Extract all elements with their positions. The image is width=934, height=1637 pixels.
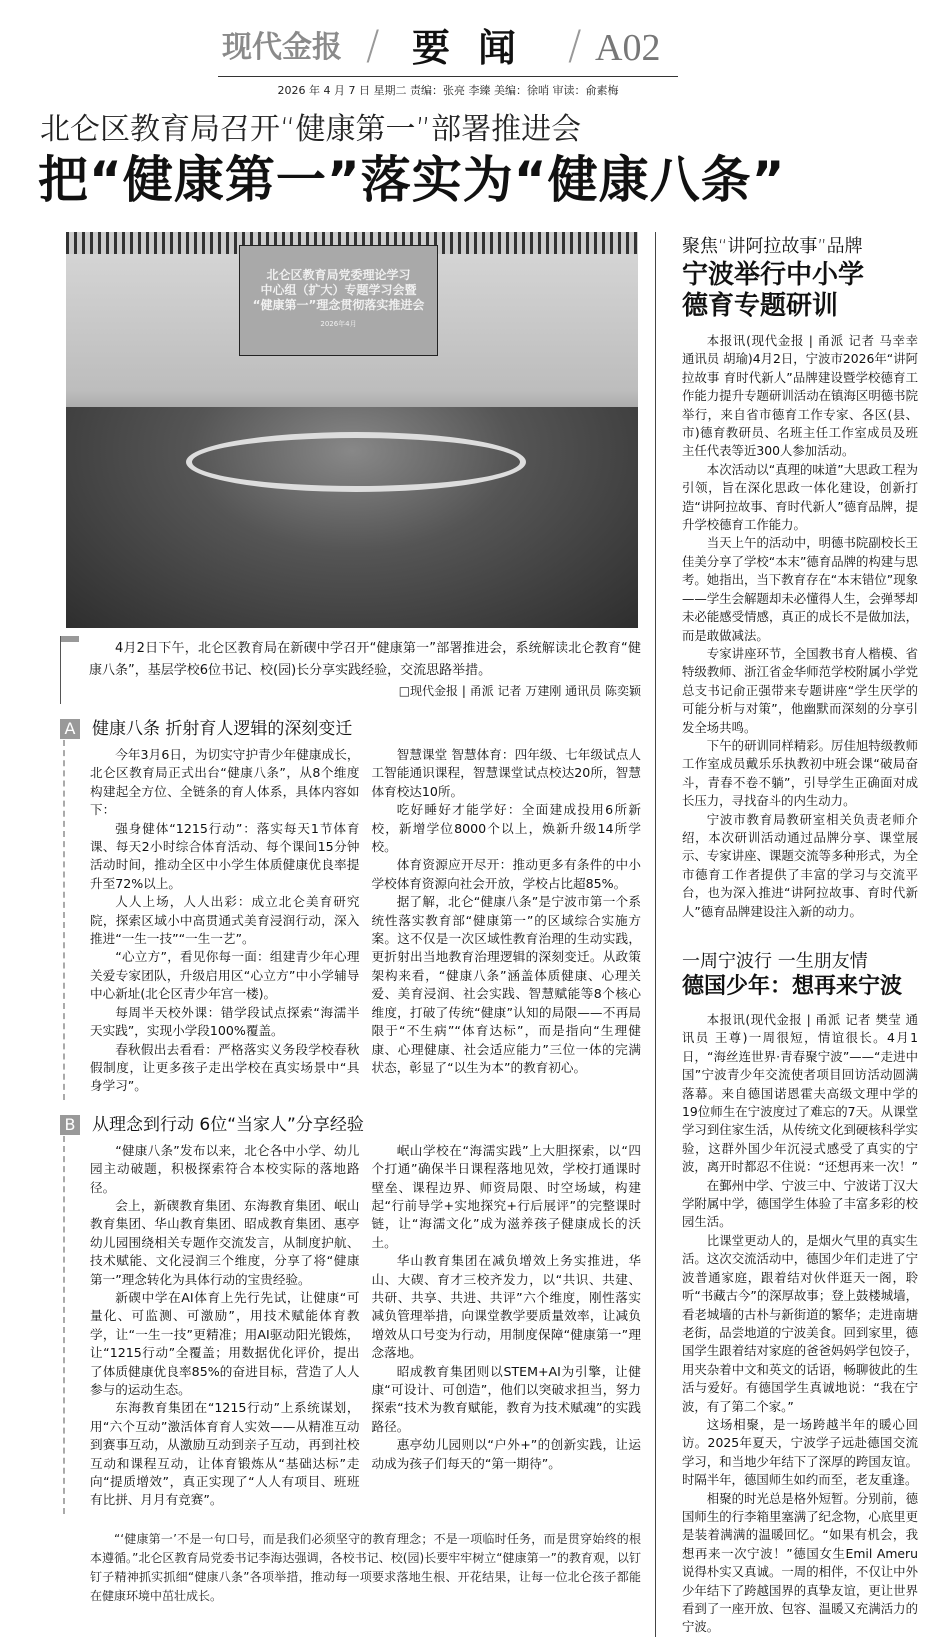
section-b-title: 从理念到行动 6位“当家人”分享经验	[92, 1114, 364, 1135]
paragraph: 吃好睡好才能学好：全面建成投用6所新校，新增学位8000个以上，焕新升级14所学校。	[371, 802, 641, 855]
paragraph: 春秋假出去看看：严格落实义务段学校春秋假制度，让更多孩子走出学校在真实场景中“具身学习”。	[90, 1041, 360, 1094]
page-number: A02	[595, 27, 661, 69]
paragraph: 专家讲座环节，全国教书育人楷模、省特级教师、浙江省金华师范学校附属小学党总支书记俞正强带来专题讲座“学生厌学的可能分析与对策”，他幽默而深刻的分享引发全场共鸣。	[682, 645, 918, 735]
dateline: 2026 年 4 月 7 日 星期二 责编：张亮 李臻 美编：徐哨 审读：俞素梅	[277, 84, 619, 97]
paragraph: 每周半天校外课：错学段试点探索“海濡半天实践”，实现小学段100%覆盖。	[90, 1004, 360, 1039]
sidebar2-kicker: 一周宁波行 一生朋友情	[682, 951, 868, 972]
section-a-header	[60, 718, 641, 740]
article-headline: 把“健康第一”落实为“健康八条”	[38, 151, 786, 209]
paragraph: 宁波市教育局教研室相关负责老师介绍，本次研训活动通过品牌分享、课堂展示、专家讲座、课题交流等多种形式，为全市德育工作者提供了丰富的学习与交流平台，也为深入推进“讲阿拉故事、育时代新人”德育品牌建设注入新的动力。	[682, 811, 918, 919]
paragraph: 下午的研训同样精彩。厉佳旭特级教师工作室成员戴乐乐执教初中班会课“破局奋斗，青春不卷不躺”，引导学生正确面对成长压力，寻找奋斗的内生动力。	[682, 737, 918, 809]
section-a-body	[63, 740, 641, 1100]
paragraph: 新碶中学在AI体育上先行先试，让健康“可量化、可监测、可激励”，用技术赋能体育教学，让“一生一技”更精准；用AI驱动阳光锻炼，让“1215行动”全覆盖；用数据优化评价，提出了体质健康优良率85%的奋进目标，营造了人人参与的运动生态。	[90, 1289, 360, 1397]
paragraph: 本次活动以“真理的味道”大思政工程为引领，旨在深化思政一体化建设，创新打造“讲阿拉故事、育时代新人”德育品牌，提升学校德育工作能力。	[682, 461, 918, 533]
caption-frame	[60, 636, 641, 704]
conference-table	[186, 432, 526, 492]
paragraph: 这场相聚，是一场跨越半年的暖心回访。2025年夏天，宁波学子远赴德国交流学习，和当地少年结下了深厚的跨国友谊。时隔半年，德国师生如约而至，老友重逢。	[682, 1416, 918, 1488]
page-body	[60, 232, 920, 1637]
screen-line: 北仑区教育局党委理论学习	[266, 268, 411, 282]
paragraph: “心立方”，看见你每一面：组建青少年心理关爱专家团队，升级启用区“心立方”中小学辅导中心新址(北仑区青少年宫一楼)。	[90, 949, 360, 1002]
paragraph: 本报讯(现代金报 | 甬派 记者 马幸幸 通讯员 胡瑜)4月2日，宁波市2026年“讲阿拉故事 育时代新人”品牌建设暨学校德育工作能力提升专题研训活动在镇海区明德书院举行，来自省市德育工作专家、各区(县、市)德育教研员、名班主任工作室成员及班主任代表等近300人参加活动。	[682, 333, 918, 459]
paragraph: 岷山学校在“海濡实践”上大胆探索，以“四个打通”确保半日课程落地见效，学校打通课时壁垒、课程边界、师资局限、时空场域，构建起“行前导学+实地探究+行后展评”的完整课时链，让“海濡文化”成为滋养孩子健康成长的沃土。	[371, 1142, 641, 1250]
paragraph: 华山教育集团在减负增效上务实推进，华山、大碶、育才三校齐发力，以“共识、共建、共研、共享、共进、共评”六个维度，刚性落实减负管理举措，向课堂教学要质量效率，让减负增效从口号变为行动，用制度保障“健康第一”理念落地。	[371, 1253, 641, 1361]
section-b-header	[60, 1114, 641, 1136]
paragraph: 据了解，北仑“健康八条”是宁波市第一个系统性落实教育部“健康第一”的区域综合实施方案。这不仅是一次区域性教育治理的生动实践，更折射出当地教育治理逻辑的深刻变迁。从政策架构来看，“健康八条”涵盖体质健康、心理关爱、美育浸润、社会实践、智慧赋能等8个核心维度，打破了传统“健康”认知的局限——不再局限于“不生病”“体育达标”，而是指向“生理健康、心理健康、社会适应能力”三位一体的完满状态，彰显了“以生为本”的教育初心。	[371, 894, 641, 1075]
main-article	[60, 232, 656, 1637]
sidebar1-headline	[682, 260, 918, 322]
divider-slash: /	[568, 23, 582, 69]
paragraph: 会上，新碶教育集团、东海教育集团、岷山教育集团、华山教育集团、昭成教育集团、惠亭幼儿园围绕相关专题作交流发言，从制度护航、技术赋能、文化浸润三个维度，分享了将“健康第一”理念转化为具体行动的宝贵经验。	[90, 1197, 360, 1287]
paragraph: 本报讯(现代金报 | 甬派 记者 樊莹 通讯员 王尊)一周很短，情谊很长。4月1日，“海丝连世界·青春聚宁波”——“走进中国”宁波青少年交流使者项目回访活动圆满落幕。来自德国诺恩霍夫高级文理中学的19位师生在宁波度过了难忘的7天。从课堂学习到住家生活，从传统文化到硬核科学实验，这群外国少年沉浸式感受了真实的宁波，离开时都忍不住说：“还想再来一次！”	[682, 1012, 918, 1175]
sidebar2-headline: 德国少年：想再来宁波	[682, 974, 903, 999]
paragraph: 体育资源应开尽开：推动更多有条件的中小学校体育资源向社会开放，学校占比超85%。	[371, 857, 641, 891]
byline: □现代金报 | 甬派 记者 万建刚 通讯员 陈奕颖	[398, 684, 641, 698]
paragraph: 当天上午的活动中，明德书院副校长王佳美分享了学校“本末”德育品牌的构建与思考。她指出，当下教育存在“本末错位”现象——学生会解题却未必懂得人生，会弹琴却未必能感受情感，真正的成长不是做加法，而是敢做减法。	[682, 535, 918, 643]
paragraph: 强身健体“1215行动”：落实每天1节体育课、每天2小时综合体育活动、每个课间15分钟活动时间，推动全区中小学生体质健康优良率提升至72%以上。	[90, 820, 360, 891]
masthead-rule	[218, 76, 678, 77]
paragraph: “健康八条”发布以来，北仑各中小学、幼儿园主动破题，积极探索符合本校实际的落地路径。	[90, 1142, 360, 1195]
sidebar	[682, 232, 918, 1637]
headline-line: 德育专题研训	[682, 291, 839, 321]
sidebar2-body	[682, 1011, 918, 1637]
paragraph: 智慧课堂 智慧体育：四年级、七年级试点人工智能通识课程，智慧课堂试点校达20所，智慧体育校达10所。	[371, 747, 641, 799]
closing-quote: “‘健康第一’不是一句口号，而是我们必须坚守的教育理念；不是一项临时任务，而是贯穿始终的根本遵循。”北仑区教育局党委书记李海达强调，各校书记、校(园)长要牢牢树立“健康第一”的教育观，以钉钉子精神抓实抓细“健康八条”各项举措，推动每一项要求落地生根、开花结果，让每一位北仑孩子都能在健康环境中茁壮成长。	[90, 1531, 641, 1603]
screen-line: 中心组（扩大）专题学习会暨	[260, 283, 417, 297]
section-b-badge: B	[60, 1115, 80, 1135]
screen-line: “健康第一”理念贯彻落实推进会	[252, 298, 425, 312]
section-name: 要闻	[412, 25, 545, 70]
newspaper-name: 现代金报	[222, 30, 342, 65]
screen-date: 2026年4月	[320, 320, 357, 328]
paragraph: 今年3月6日，为切实守护青少年健康成长，北仑区教育局正式出台“健康八条”，从8个维度构建起全方位、全链条的育人体系，具体内容如下：	[90, 747, 360, 818]
section-a-title: 健康八条 折射育人逻辑的深刻变迁	[92, 719, 353, 739]
paragraph: 人人上场，人人出彩：成立北仑美育研究院，探索区域小中高贯通式美育浸润行动，深入推进“一生一技”“一生一艺”。	[90, 894, 360, 947]
audience	[66, 407, 638, 628]
paragraph: 惠亭幼儿园则以“户外+”的创新实践，让运动成为孩子们每天的“第一期待”。	[371, 1437, 641, 1471]
section-a-badge: A	[60, 719, 80, 739]
projection-screen	[239, 245, 438, 356]
paragraph: 在鄞州中学、宁波三中、宁波诺丁汉大学附属中学，德国学生体验了丰富多彩的校园生活。	[682, 1177, 918, 1230]
article-kicker: 北仑区教育局召开“健康第一”部署推进会	[40, 112, 582, 147]
paragraph: 昭成教育集团则以STEM+AI为引擎，让健康“可设计、可创造”，他们以突破求担当，努力探索“技术为教育赋能，教育为技术赋魂”的实践路径。	[371, 1363, 641, 1434]
lead-caption: 4月2日下午，北仑区教育局在新碶中学召开“健康第一”部署推进会，系统解读北仑教育“健康八条”，基层学校6位书记、校(园)长分享实践经验，交流思路举措。	[89, 641, 641, 678]
paragraph: 东海教育集团在“1215行动”上系统谋划，用“六个互动”激活体育育人实效——从精准互动到赛事互动，从激励互动到亲子互动，再到社校互动和课程互动，让体育锻炼从“基础达标”走向“提质增效”，真正实现了“人人有项目、班班有比拼、月月有竞赛”。	[90, 1400, 360, 1508]
paragraph: 比课堂更动人的，是烟火气里的真实生活。这次交流活动中，德国少年们走进了宁波普通家庭，跟着结对伙伴逛天一阁，聆听“书藏古今”的深厚故事；登上鼓楼城墙，看老城墙的古朴与新街道的繁华；走进南塘老街，品尝地道的宁波美食。回到家里，德国学生跟着结对家庭的爸爸妈妈学包饺子，用夹杂着中文和英文的话语，畅聊彼此的生活与爱好。有德国学生真诚地说：“我在宁波，有了第二个家。”	[682, 1232, 918, 1414]
section-b-body	[63, 1136, 641, 1514]
sidebar1-body	[682, 332, 918, 921]
caption-marker	[61, 636, 79, 642]
meeting-photo	[66, 232, 638, 628]
divider-slash: /	[366, 23, 380, 69]
headline-line: 宁波举行中小学	[682, 260, 865, 290]
paragraph: 相聚的时光总是格外短暂。分别前，德国师生的行李箱里塞满了纪念物，心底里更是装着满满的温暖回忆。“如果有机会，我想再来一次宁波！”德国女生Emil Ameru说得朴实又真诚。一周的相伴，不仅让中外少年结下了跨越国界的真挚友谊，更让世界看到了一座开放、包容、温暖又充满活力的宁波。	[682, 1490, 918, 1635]
sidebar1-kicker: 聚焦“讲阿拉故事”品牌	[682, 236, 863, 257]
